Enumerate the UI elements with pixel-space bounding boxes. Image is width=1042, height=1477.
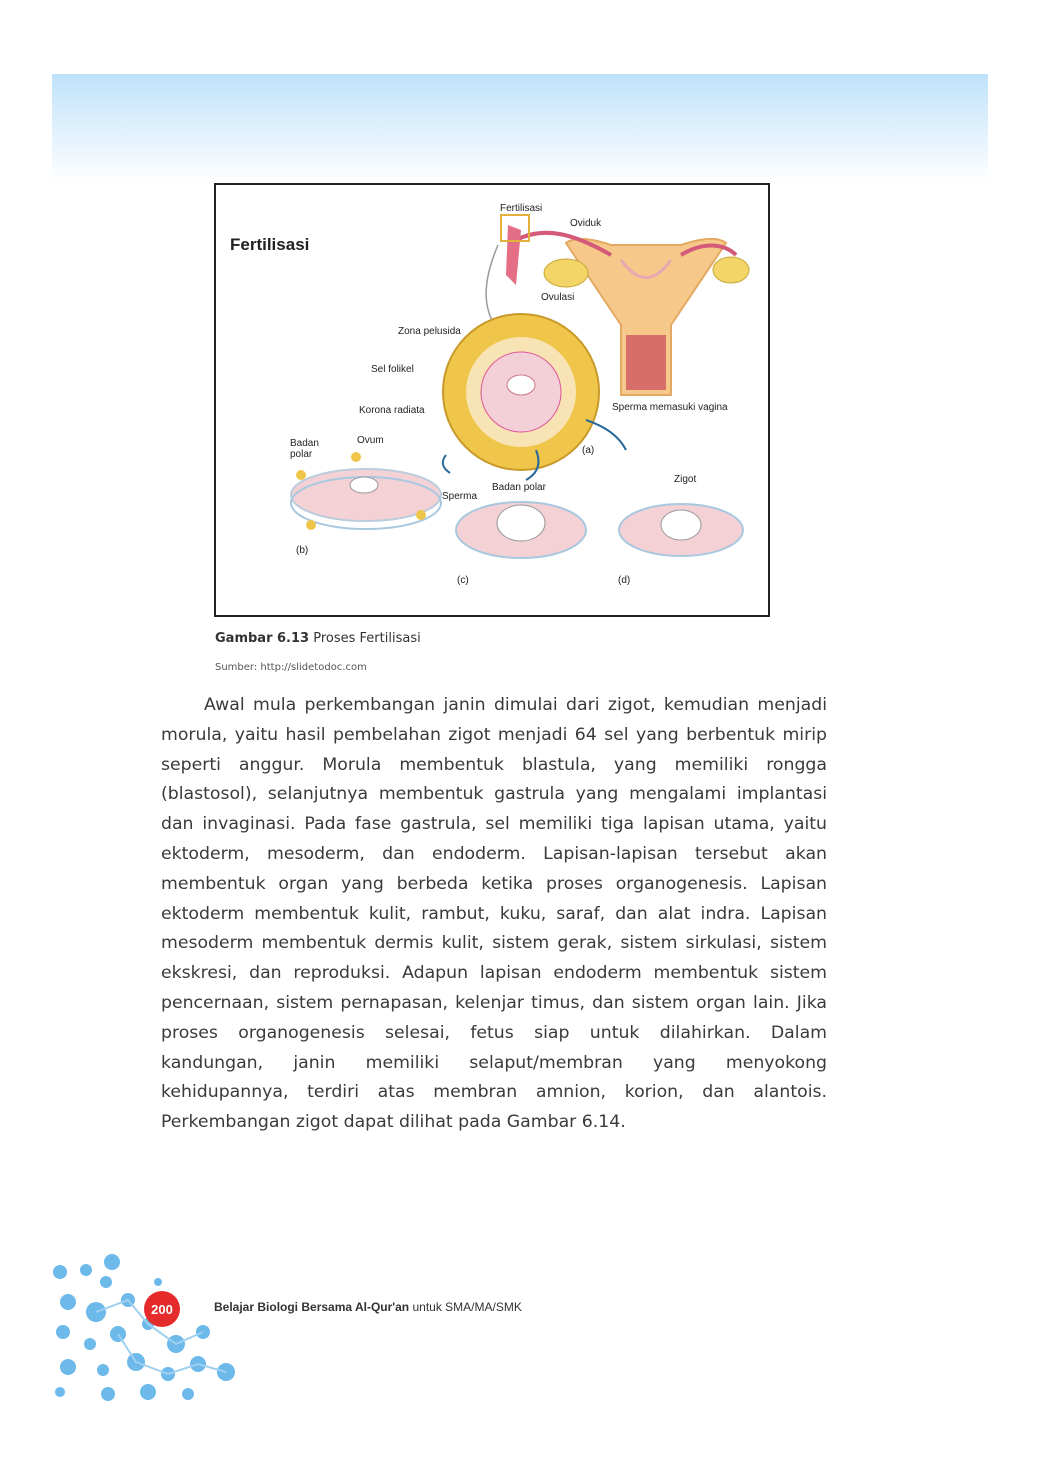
- label-sel-folikel: Sel folikel: [371, 364, 414, 375]
- label-a: (a): [582, 445, 595, 456]
- figure-caption-text: Proses Fertilisasi: [313, 631, 421, 646]
- label-ovum: Ovum: [357, 435, 384, 446]
- footer-book-title-bold: Belajar Biologi Bersama Al-Qur'an: [214, 1300, 410, 1314]
- label-sperma: Sperma: [442, 491, 478, 502]
- figure-caption: [215, 631, 421, 646]
- footer-bubbles-decoration: [48, 1252, 248, 1412]
- page-number-badge: 200: [144, 1291, 180, 1327]
- footer-book-title: [214, 1300, 522, 1314]
- label-d: (d): [618, 575, 631, 586]
- label-c: (c): [457, 575, 469, 586]
- label-b: (b): [296, 545, 309, 556]
- figure-title: Fertilisasi: [230, 235, 310, 254]
- label-korona-radiata: Korona radiata: [359, 405, 425, 416]
- label-badan-polar-c: Badan polar: [492, 482, 546, 493]
- label-ovulasi: Ovulasi: [541, 292, 575, 303]
- label-oviduk: Oviduk: [570, 218, 602, 229]
- figure-number: Gambar 6.13: [215, 631, 310, 646]
- label-fertilisasi: Fertilisasi: [500, 203, 543, 214]
- label-zona-pelusida: Zona pelusida: [398, 326, 461, 337]
- body-paragraph: Awal mula perkembangan janin dimulai dari zigot, kemudian menjadi morula, yaitu hasil pembelahan zigot menjadi 64 sel yang berbentuk mirip seperti anggur. Morula membentuk blastula, yang memiliki rongga (blastosol), selanjutnya membentuk gastrula yang mengalami implantasi dan invaginasi. Pada fase gastrula, sel memiliki tiga lapisan utama, yaitu ektoderm, mesoderm, dan endoderm. Lapisan-lapisan tersebut akan membentuk organ yang berbeda ketika proses organogenesis. Lapisan ektoderm membentuk kulit, rambut, kuku, saraf, dan alat indra. Lapisan mesoderm membentuk dermis kulit, sistem gerak, sistem sirkulasi, sistem ekskresi, dan reproduksi. Adapun lapisan endoderm membentuk sistem pencernaan, sistem pernapasan, kelenjar timus, dan sistem organ lain. Jika proses organogenesis selesai, fetus siap untuk dilahirkan. Dalam kandungan, janin memiliki selaput/membran yang menyokong kehidupannya, terdiri atas membran amnion, korion, dan alantois. Perkembangan zigot dapat dilihat pada Gambar 6.14.: [161, 695, 827, 1133]
- header-band: [52, 74, 988, 184]
- fertilization-figure: [214, 183, 770, 617]
- figure-source: Sumber: http://slidetodoc.com: [215, 662, 367, 673]
- label-zigot: Zigot: [674, 474, 697, 485]
- label-badan-polar-b: Badan polar: [290, 438, 319, 460]
- footer-book-title-rest: untuk SMA/MA/SMK: [412, 1300, 522, 1314]
- label-sperma-vagina: Sperma memasuki vagina: [612, 402, 728, 413]
